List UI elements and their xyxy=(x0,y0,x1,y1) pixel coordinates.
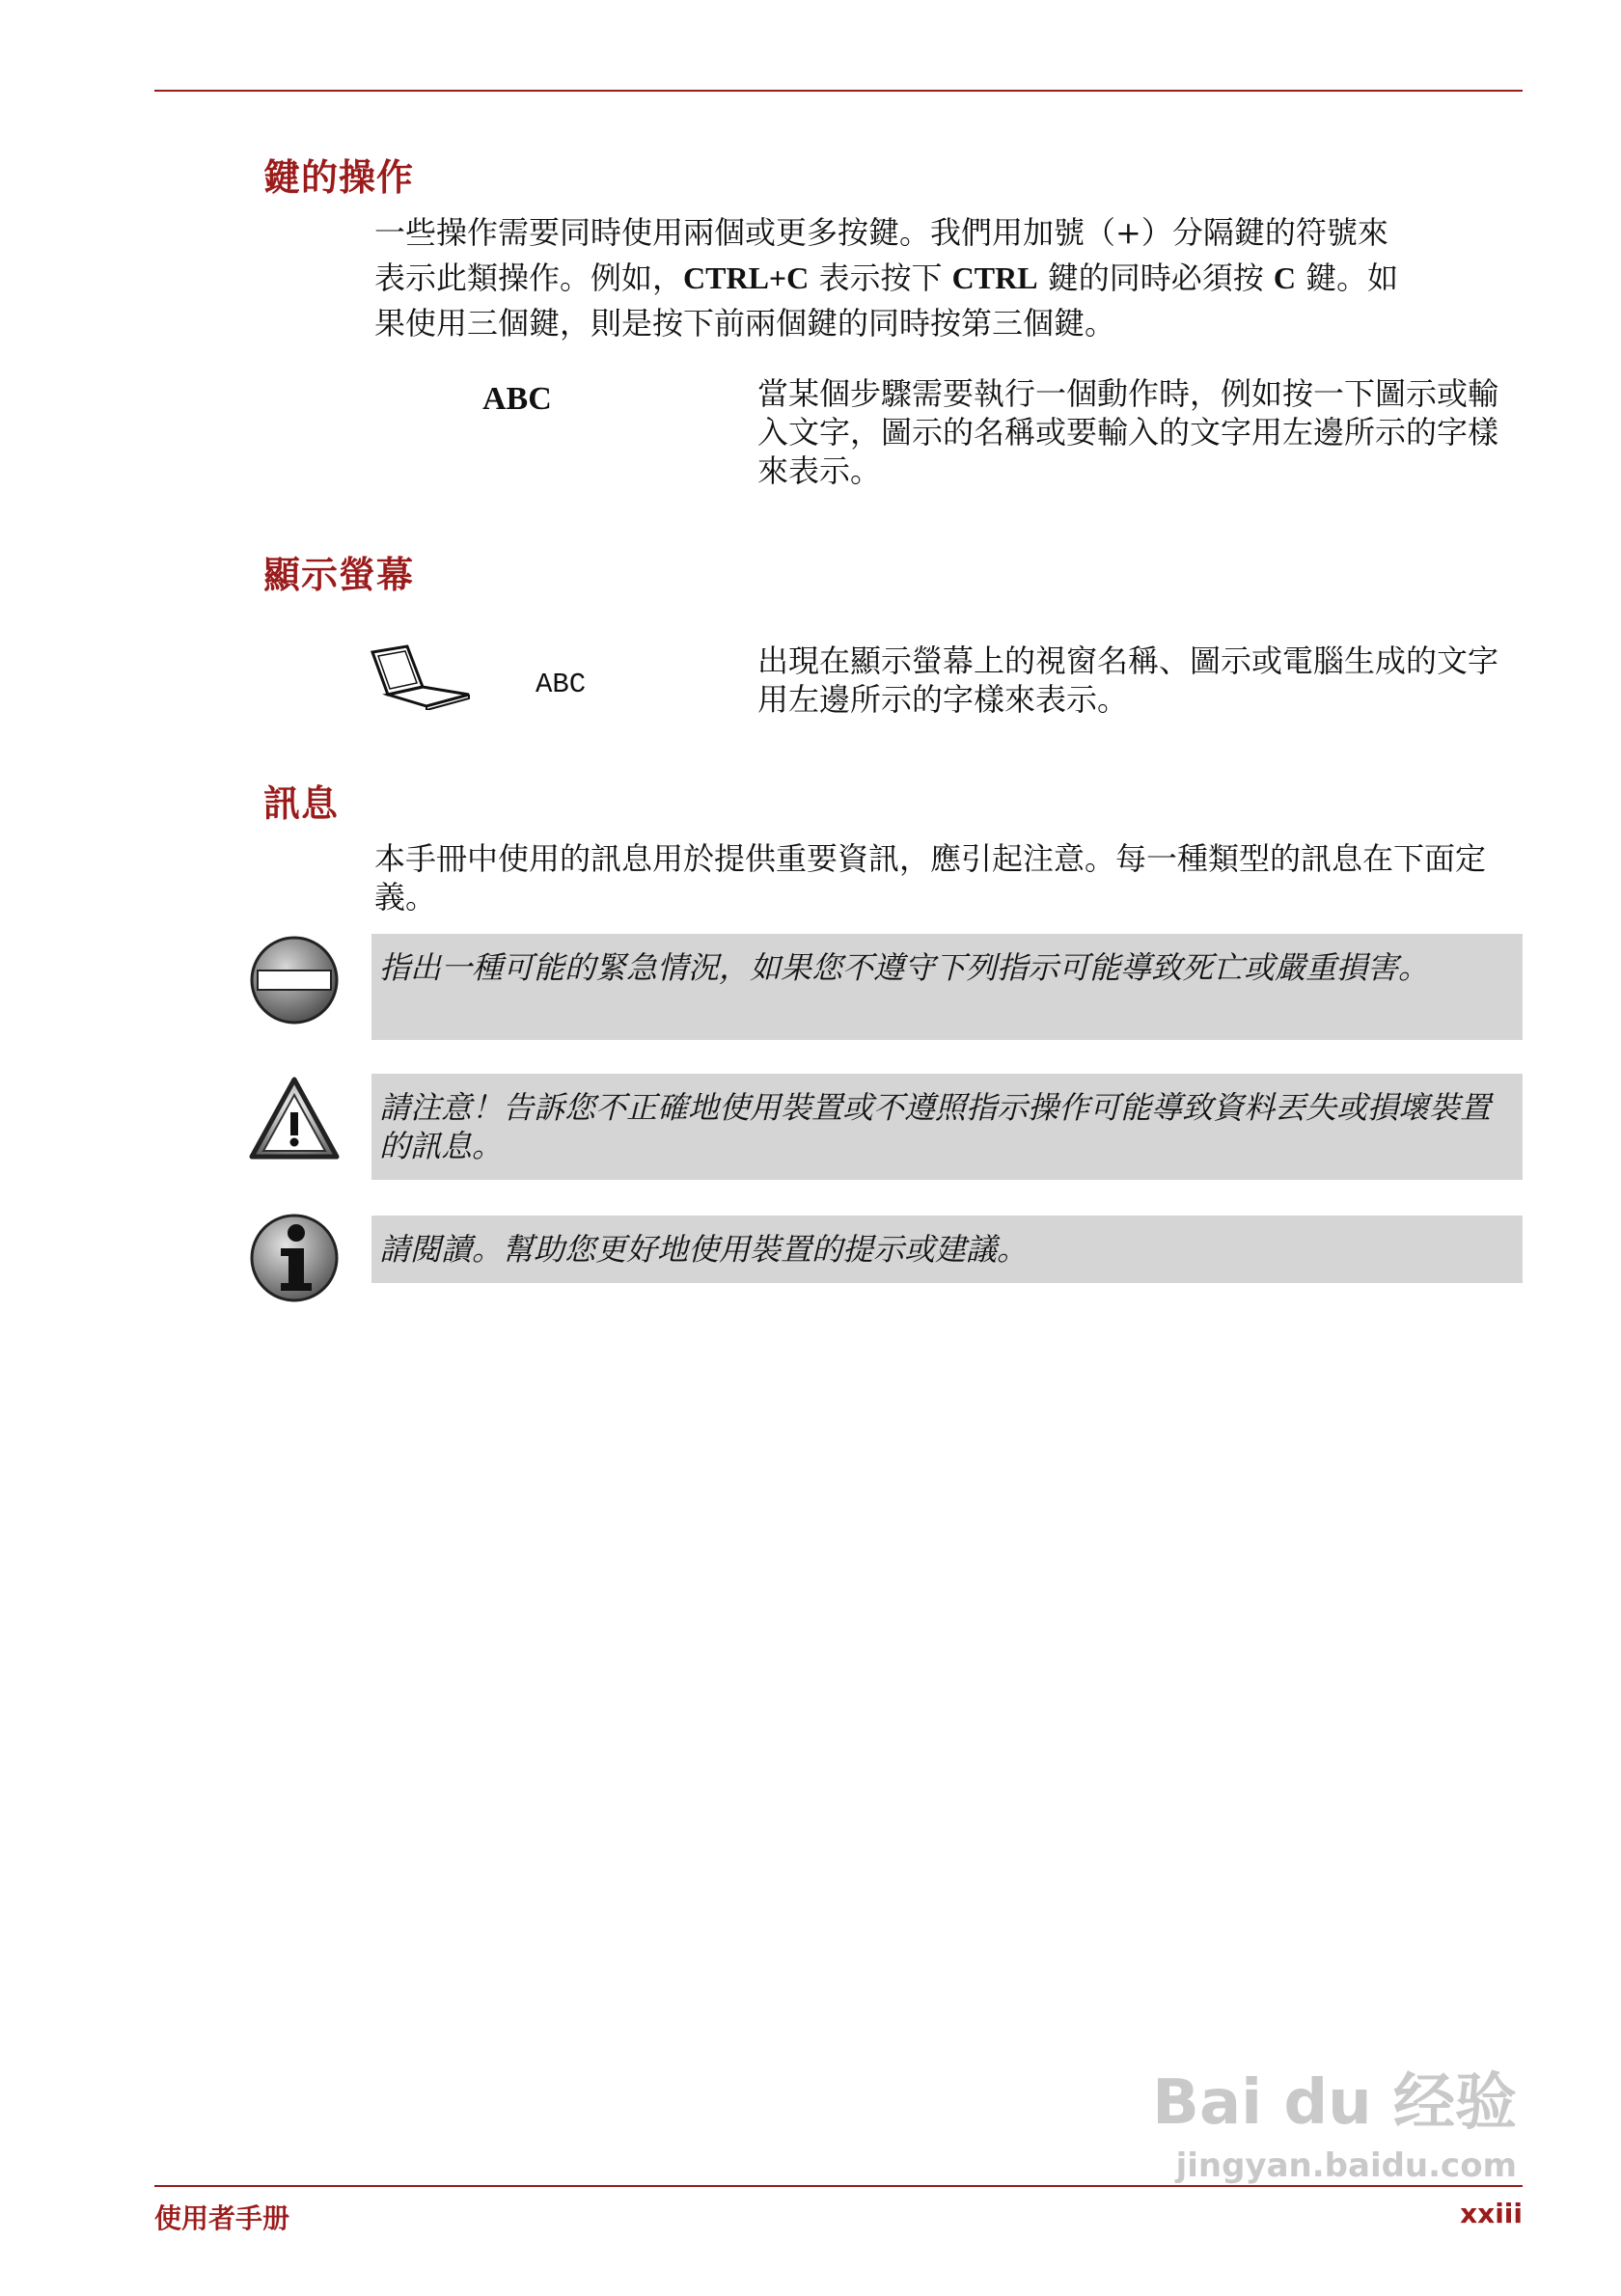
keys-term-desc: 當某個步驟需要執行一個動作時，例如按一下圖示或輸入文字，圖示的名稱或要輸入的文字用左邊所示的字樣來表示。 xyxy=(757,375,1499,489)
keys-line-2a: 表示此類操作。例如， xyxy=(374,260,684,296)
danger-icon xyxy=(248,934,341,1026)
caution-icon xyxy=(248,1074,341,1166)
keys-line-2e: 鍵的同時必須按 xyxy=(1037,260,1274,296)
keys-line-2g: 鍵。如 xyxy=(1296,260,1399,296)
heading-messages: 訊息 xyxy=(263,782,340,825)
keys-line-3: 果使用三個鍵，則是按下前兩個鍵的同時按第三個鍵。 xyxy=(374,305,1116,342)
keys-ctrl-c: CTRL+C xyxy=(683,260,810,295)
footer-left: 使用者手册 xyxy=(154,2202,290,2234)
footer-rule xyxy=(154,2185,1523,2187)
footer-page-number: xxiii xyxy=(1460,2198,1523,2229)
keys-ctrl: CTRL xyxy=(951,260,1038,295)
keys-line-1: 一些操作需要同時使用兩個或更多按鍵。我們用加號（+）分隔鍵的符號來 xyxy=(374,214,1388,251)
header-rule xyxy=(154,90,1523,92)
heading-keys: 鍵的操作 xyxy=(263,156,415,199)
danger-text: 指出一種可能的緊急情況，如果您不遵守下列指示可能導致死亡或嚴重損害。 xyxy=(379,949,1430,986)
keys-paragraph xyxy=(374,210,1523,346)
laptop-icon xyxy=(369,644,475,710)
messages-intro: 本手冊中使用的訊息用於提供重要資訊，應引起注意。每一種類型的訊息在下面定義。 xyxy=(374,840,1487,916)
display-term: ABC xyxy=(536,669,587,700)
heading-display: 顯示螢幕 xyxy=(263,554,415,596)
info-icon xyxy=(248,1212,341,1304)
keys-term: ABC xyxy=(482,381,552,417)
keys-c: C xyxy=(1273,260,1296,295)
watermark-brand: Bai du 经验 xyxy=(1152,2067,1517,2139)
note-text: 請閱讀。幫助您更好地使用裝置的提示或建議。 xyxy=(379,1231,1029,1268)
display-term-desc: 出現在顯示螢幕上的視窗名稱、圖示或電腦生成的文字用左邊所示的字樣來表示。 xyxy=(757,642,1499,718)
watermark-url: jingyan.baidu.com xyxy=(1175,2146,1517,2185)
keys-line-2c: 表示按下 xyxy=(809,260,952,296)
caution-text: 請注意！告訴您不正確地使用裝置或不遵照指示操作可能導致資料丟失或損壞裝置的訊息。 xyxy=(379,1089,1492,1164)
